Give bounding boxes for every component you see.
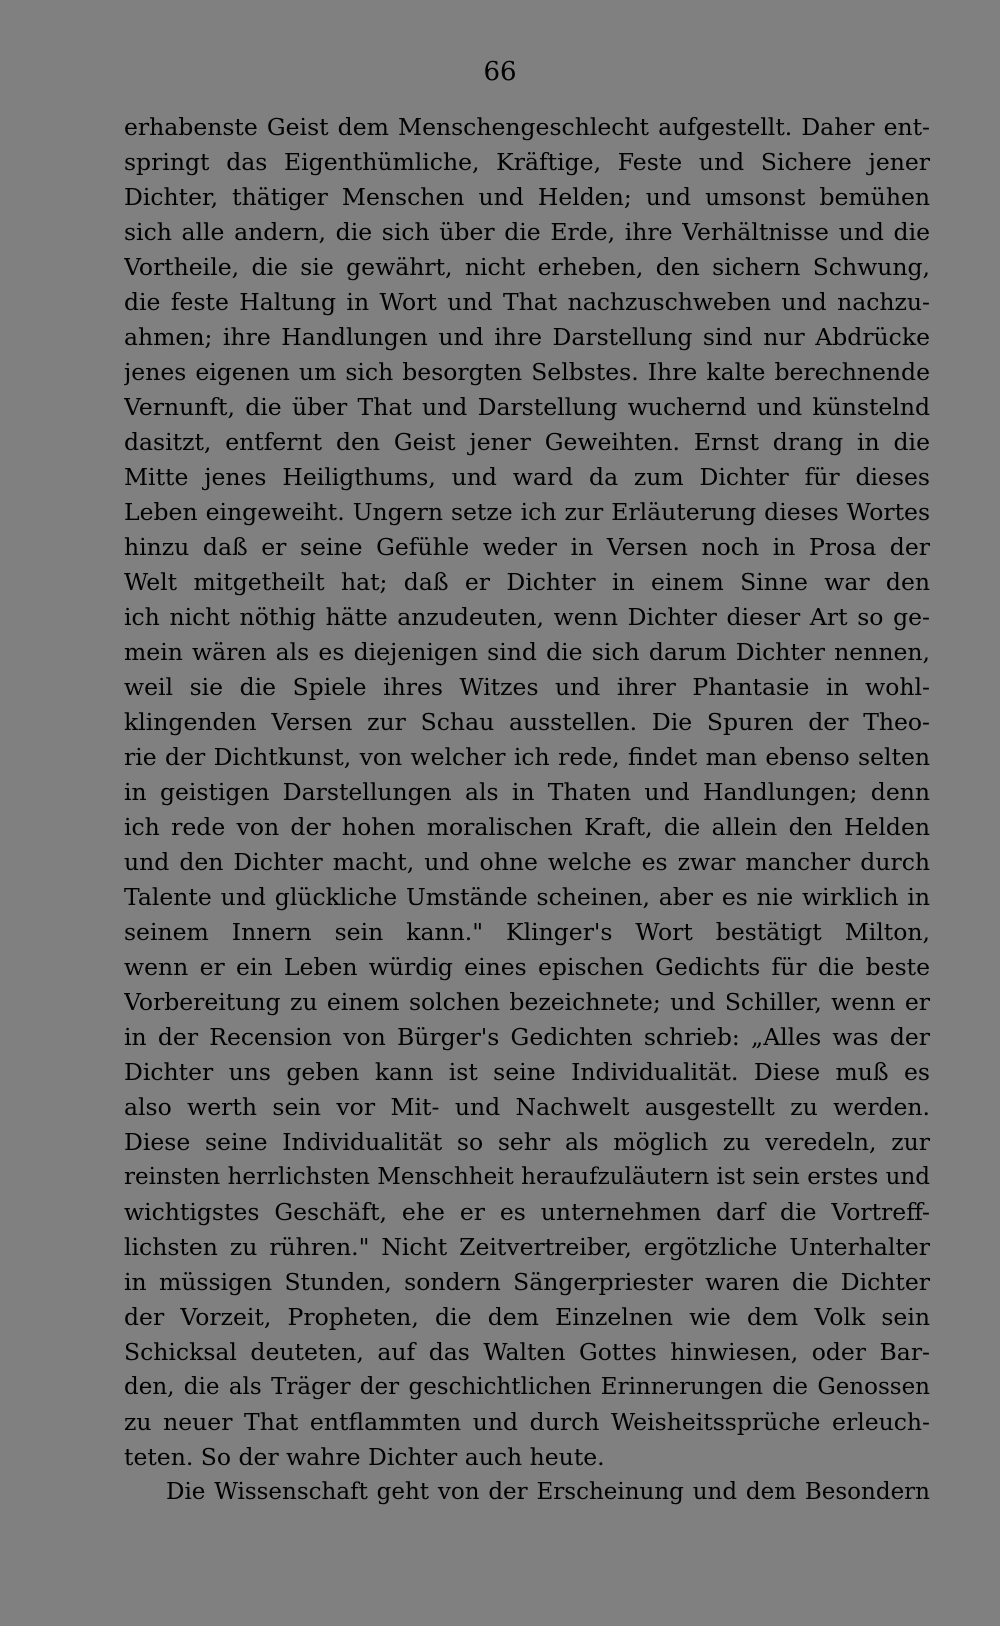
text-line: mein wären als es diejenigen sind die sich darum Dichter nennen,	[124, 638, 930, 666]
text-line: wenn er ein Leben würdig eines epischen Gedichts für die beste	[124, 953, 930, 981]
text-line: Vortheile, die sie gewährt, nicht erheben, den sichern Schwung,	[124, 253, 930, 281]
text-line: also werth sein vor Mit- und Nachwelt ausgestellt zu werden.	[124, 1093, 930, 1121]
text-line: und den Dichter macht, und ohne welche es zwar mancher durch	[124, 848, 930, 876]
text-line: jenes eigenen um sich besorgten Selbstes. Ihre kalte berechnende	[124, 358, 930, 386]
text-line: in müssigen Stunden, sondern Sängerpriester waren die Dichter	[124, 1268, 930, 1296]
text-line: Die Wissenschaft geht von der Erscheinung und dem Besondern	[166, 1479, 930, 1505]
text-line: Mitte jenes Heiligthums, und ward da zum Dichter für dieses	[124, 463, 930, 491]
text-line: hinzu daß er seine Gefühle weder in Versen noch in Prosa der	[124, 533, 930, 561]
text-line: klingenden Versen zur Schau ausstellen. Die Spuren der Theo-	[124, 708, 930, 736]
text-line: Dichter uns geben kann ist seine Individualität. Diese muß es	[124, 1058, 930, 1086]
text-line: Dichter, thätiger Menschen und Helden; und umsonst bemühen	[124, 183, 930, 211]
page-number: 66	[483, 57, 517, 87]
body-text	[124, 110, 930, 1510]
text-line: zu neuer That entflammten und durch Weisheitssprüche erleuch-	[124, 1408, 930, 1436]
text-line: teten. So der wahre Dichter auch heute.	[124, 1443, 605, 1471]
text-line: Schicksal deuteten, auf das Walten Gottes hinwiesen, oder Bar-	[124, 1338, 930, 1366]
text-line: der Vorzeit, Propheten, die dem Einzelnen wie dem Volk sein	[124, 1303, 930, 1331]
text-line: in geistigen Darstellungen als in Thaten und Handlungen; denn	[124, 778, 930, 806]
text-line: die feste Haltung in Wort und That nachzuschweben und nachzu-	[124, 288, 930, 316]
text-line: Leben eingeweiht. Ungern setze ich zur Erläuterung dieses Wortes	[124, 498, 930, 526]
text-line: sich alle andern, die sich über die Erde, ihre Verhältnisse und die	[124, 218, 930, 246]
text-line: weil sie die Spiele ihres Witzes und ihrer Phantasie in wohl-	[124, 673, 930, 701]
text-line: ich rede von der hohen moralischen Kraft, die allein den Helden	[124, 813, 930, 841]
text-line: Vorbereitung zu einem solchen bezeichnete; und Schiller, wenn er	[124, 988, 930, 1016]
text-line: ahmen; ihre Handlungen und ihre Darstellung sind nur Abdrücke	[124, 323, 930, 351]
text-line: in der Recension von Bürger's Gedichten schrieb: „Alles was der	[124, 1023, 930, 1051]
text-line: Vernunft, die über That und Darstellung wuchernd und künstelnd	[124, 393, 930, 421]
text-line: Diese seine Individualität so sehr als möglich zu veredeln, zur	[124, 1128, 930, 1156]
text-line: springt das Eigenthümliche, Kräftige, Feste und Sichere jener	[124, 148, 930, 176]
text-line: rie der Dichtkunst, von welcher ich rede, findet man ebenso selten	[124, 743, 930, 771]
text-line: ich nicht nöthig hätte anzudeuten, wenn Dichter dieser Art so ge-	[124, 603, 930, 631]
text-line: dasitzt, entfernt den Geist jener Geweihten. Ernst drang in die	[124, 428, 930, 456]
text-line: lichsten zu rühren." Nicht Zeitvertreiber, ergötzliche Unterhalter	[124, 1233, 930, 1261]
text-line: Welt mitgetheilt hat; daß er Dichter in einem Sinne war den	[124, 568, 930, 596]
text-line: wichtigstes Geschäft, ehe er es unternehmen darf die Vortreff-	[124, 1198, 930, 1226]
text-line: den, die als Träger der geschichtlichen Erinnerungen die Genossen	[124, 1374, 930, 1400]
text-line: reinsten herrlichsten Menschheit heraufzuläutern ist sein erstes und	[124, 1164, 930, 1190]
text-line: seinem Innern sein kann." Klinger's Wort bestätigt Milton,	[124, 918, 930, 946]
text-line: erhabenste Geist dem Menschengeschlecht aufgestellt. Daher ent-	[124, 113, 930, 141]
text-line: Talente und glückliche Umstände scheinen, aber es nie wirklich in	[124, 883, 930, 911]
